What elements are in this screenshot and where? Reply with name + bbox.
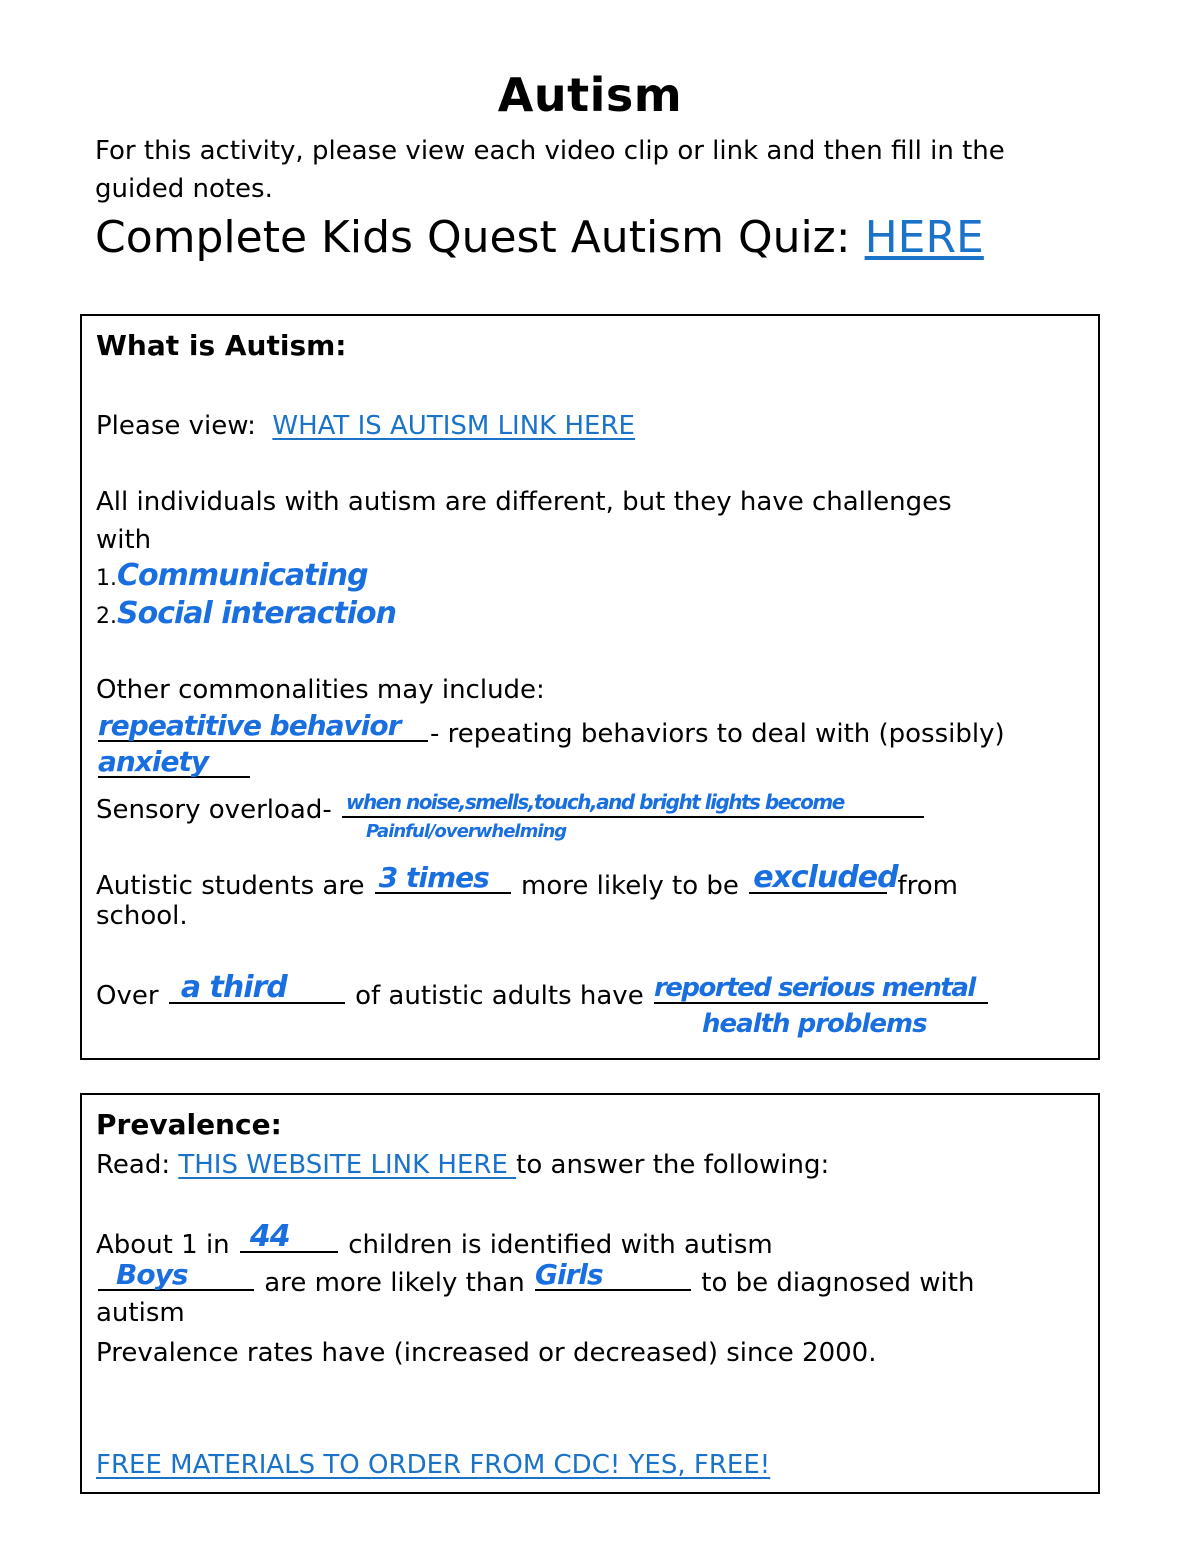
about-text-a: About 1 in [96,1230,230,1260]
what-is-autism-link[interactable]: WHAT IS AUTISM LINK HERE [272,411,635,441]
students-text-c: from [897,871,958,901]
adults-blank-1 [169,972,345,1004]
adults-text-a: Over [96,981,159,1011]
answer-sensory-1: when noise,smells,touch,and bright lights become [345,790,844,814]
sensory-blank [342,786,924,818]
answer-repetitive-behavior: repeatitive behavior [98,709,401,742]
answer-social-interaction: Social interaction [117,596,396,631]
read-label: Read: [96,1150,171,1180]
answer-sensory-2: Painful/overwhelming [366,821,567,842]
intro-text: For this activity, please view each video clip or link and then fill in the guided notes. [95,136,1005,204]
anxiety-blank [98,746,250,778]
page-title: Autism [497,68,683,122]
likely-text: are more likely than [264,1268,525,1298]
boys-blank [98,1259,254,1291]
list-item [96,558,368,597]
prevalence-rates-text: Prevalence rates have (increased or decreased) since 2000. [96,1338,877,1368]
answer-boys: Boys [116,1258,188,1291]
adults-text-b: of autistic adults have [355,981,644,1011]
read-after-text: to answer the following: [516,1150,830,1180]
about-line [96,1221,773,1263]
other-commonalities-label: Other commonalities may include: [96,675,545,705]
autism-word: autism [96,1298,185,1328]
answer-anxiety: anxiety [98,745,209,778]
website-link[interactable]: THIS WEBSITE LINK HERE [178,1150,517,1180]
view-line [96,408,635,444]
girls-blank [535,1259,691,1291]
challenges-line-2: with [96,525,152,555]
challenges-line-1: All individuals with autism are different, but they have challenges [96,487,952,517]
section-heading-prevalence: Prevalence: [96,1108,282,1141]
item-number: 1. [96,566,117,591]
answer-girls: Girls [535,1258,603,1291]
read-line [96,1147,829,1183]
repetitive-text: - repeating behaviors to deal with (possibly) [430,719,1005,749]
students-blank-1 [375,862,511,894]
students-text-a: Autistic students are [96,871,365,901]
sensory-label: Sensory overload- [96,795,332,825]
what-is-autism-section [80,314,1100,1060]
answer-44: 44 [249,1219,290,1254]
quiz-link[interactable]: HERE [864,212,984,263]
students-line [96,862,958,904]
answer-3-times: 3 times [378,861,489,894]
answer-reported-serious-mental: reported serious mental [653,973,975,1003]
about-text-b: children is identified with autism [348,1230,773,1260]
answer-communicating: Communicating [117,558,368,593]
adults-blank-2 [654,972,988,1004]
prevalence-section [80,1093,1100,1494]
diagnosed-text: to be diagnosed with [701,1268,975,1298]
answer-excluded: excluded [753,860,898,895]
answer-a-third: a third [180,970,287,1005]
gender-line [96,1259,974,1301]
students-text-d: school. [96,901,188,931]
view-label: Please view: [96,411,256,441]
answer-health-problems: health problems [702,1009,927,1039]
free-materials-link[interactable]: FREE MATERIALS TO ORDER FROM CDC! YES, FREE! [96,1450,771,1480]
list-item [96,596,396,635]
repetitive-blank [98,710,428,742]
students-text-b: more likely to be [521,871,739,901]
item-number: 2. [96,604,117,629]
section-heading-what-is-autism: What is Autism: [96,329,347,362]
anxiety-line [96,746,252,788]
about-blank [240,1221,338,1253]
students-blank-2 [749,860,898,895]
quiz-line [95,208,984,268]
quiz-text: Complete Kids Quest Autism Quiz: [95,212,865,263]
